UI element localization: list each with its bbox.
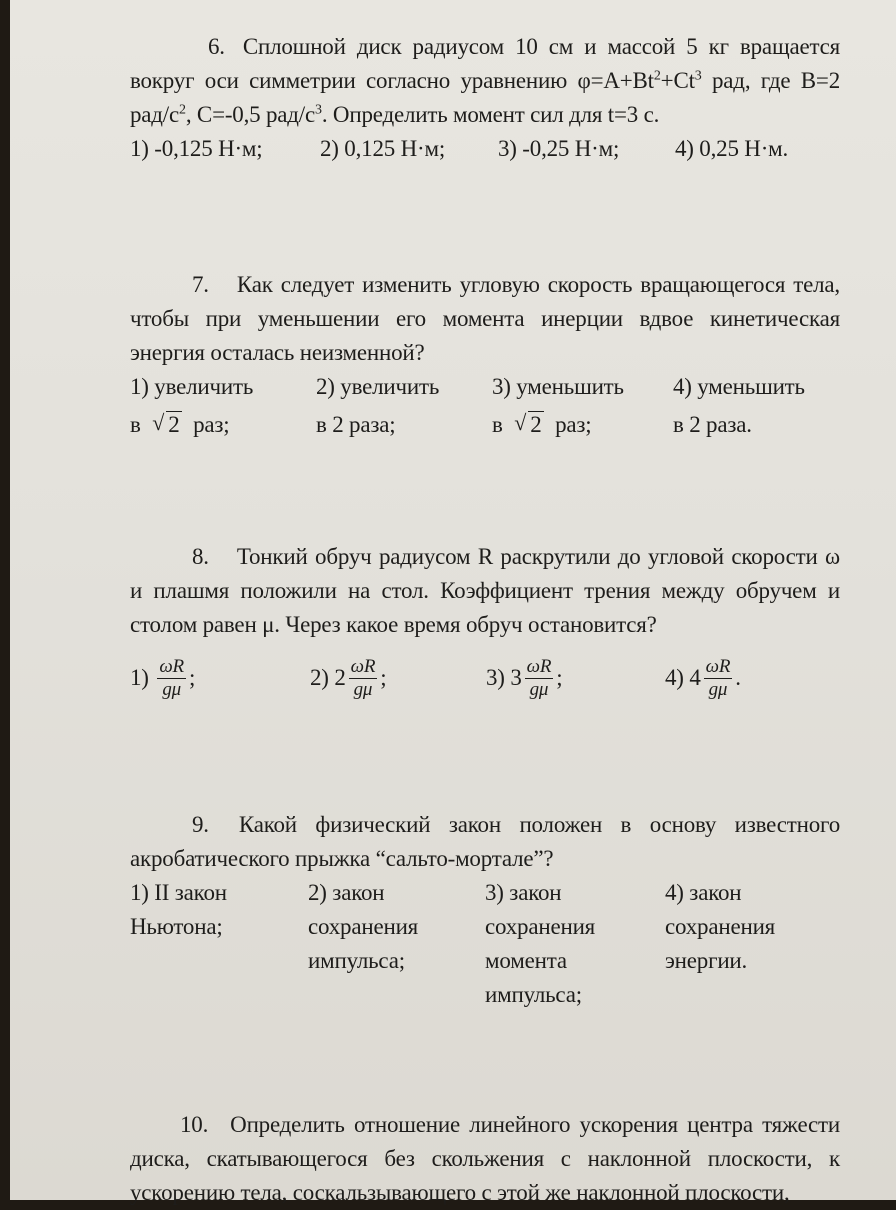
- option-2: 2) увеличить в 2 раза;: [316, 374, 440, 437]
- question-6: [130, 30, 840, 166]
- fraction: $\frac{\omega R}{g\mu}$: [350, 655, 376, 700]
- question-9: [130, 808, 840, 1016]
- fraction: $\frac{\omega R}{g\mu}$: [705, 655, 731, 700]
- option-4: 4) уменьшить в 2 раза.: [673, 374, 805, 437]
- sqrt-icon: √: [514, 410, 527, 435]
- question-number: 9.: [192, 812, 209, 837]
- option-3: 3) закон сохранения момента импульса;: [485, 880, 596, 1007]
- question-8-text: 8. Тонкий обруч радиусом R раскрутили до угловой скорости ω и плашмя положили на стол. Коэффициент трения между обручем и столом равен μ. Через какое время обруч остановится?: [130, 540, 840, 642]
- question-9-text: 9. Какой физический закон положен в основу известного акробатического прыжка “сальто-мортале”?: [130, 808, 840, 876]
- option-3: 3) уменьшить в √ 2 раз;: [492, 370, 662, 442]
- option-3: 3) -0,25 Н·м;: [498, 136, 620, 161]
- option-1: 1) $\frac{\omega R}{g\mu}$ ;: [130, 655, 196, 700]
- option-2: 2) закон сохранения импульса;: [308, 880, 419, 973]
- option-1: 1) увеличить в √ 2 раз;: [130, 370, 300, 442]
- question-number: 10.: [180, 1112, 209, 1137]
- question-7-options: [130, 370, 840, 450]
- document-page: [10, 0, 896, 1205]
- option-3: 3) 3 $\frac{\omega R}{g\mu}$ ;: [486, 655, 563, 700]
- question-7: [130, 268, 840, 450]
- question-7-text: 7. Как следует изменить угловую скорость вращающегося тела, чтобы при уменьшении его момента инерции вдвое кинетическая энергия осталась неизменной?: [130, 268, 840, 370]
- sqrt-expression: √ 2: [514, 408, 543, 442]
- fraction: $\frac{\omega R}{g\mu}$: [159, 655, 184, 700]
- question-6-text: 6. Сплошной диск радиусом 10 см и массой 5 кг вращается вокруг оси симметрии согласно уравнению $\varphi=A+Bt^2+Ct^3$ рад, где B=2 рад/$с^2$, C=-0,5 рад/$с^3$. Определить момент сил для t=3 с.: [130, 30, 840, 132]
- option-1: 1) II закон Ньютона;: [130, 880, 227, 939]
- question-10-text: 10. Определить отношение линейного ускорения центра тяжести диска, скатывающегося без скольжения с наклонной плоскости, к ускорению тела, соскальзывающего с этой же наклонной плоскости,: [130, 1108, 840, 1210]
- question-9-options: [130, 876, 840, 1016]
- question-8: [130, 540, 840, 710]
- option-1: 1) -0,125 Н·м;: [130, 136, 263, 161]
- question-number: 8.: [192, 544, 209, 569]
- question-number: 7.: [192, 272, 209, 297]
- question-6-options: [130, 132, 840, 166]
- option-4: 4) 4 $\frac{\omega R}{g\mu}$ .: [665, 655, 741, 700]
- option-2: 2) 0,125 Н·м;: [320, 136, 446, 161]
- option-4: 4) закон сохранения энергии.: [665, 880, 776, 973]
- question-8-options: [130, 650, 840, 710]
- question-10: [130, 1108, 840, 1210]
- fraction: $\frac{\omega R}{g\mu}$: [526, 655, 552, 700]
- option-4: 4) 0,25 Н·м.: [675, 136, 789, 161]
- question-number: 6.: [208, 34, 225, 59]
- sqrt-expression: √ 2: [152, 408, 181, 442]
- sqrt-icon: √: [152, 410, 165, 435]
- option-2: 2) 2 $\frac{\omega R}{g\mu}$ ;: [310, 655, 387, 700]
